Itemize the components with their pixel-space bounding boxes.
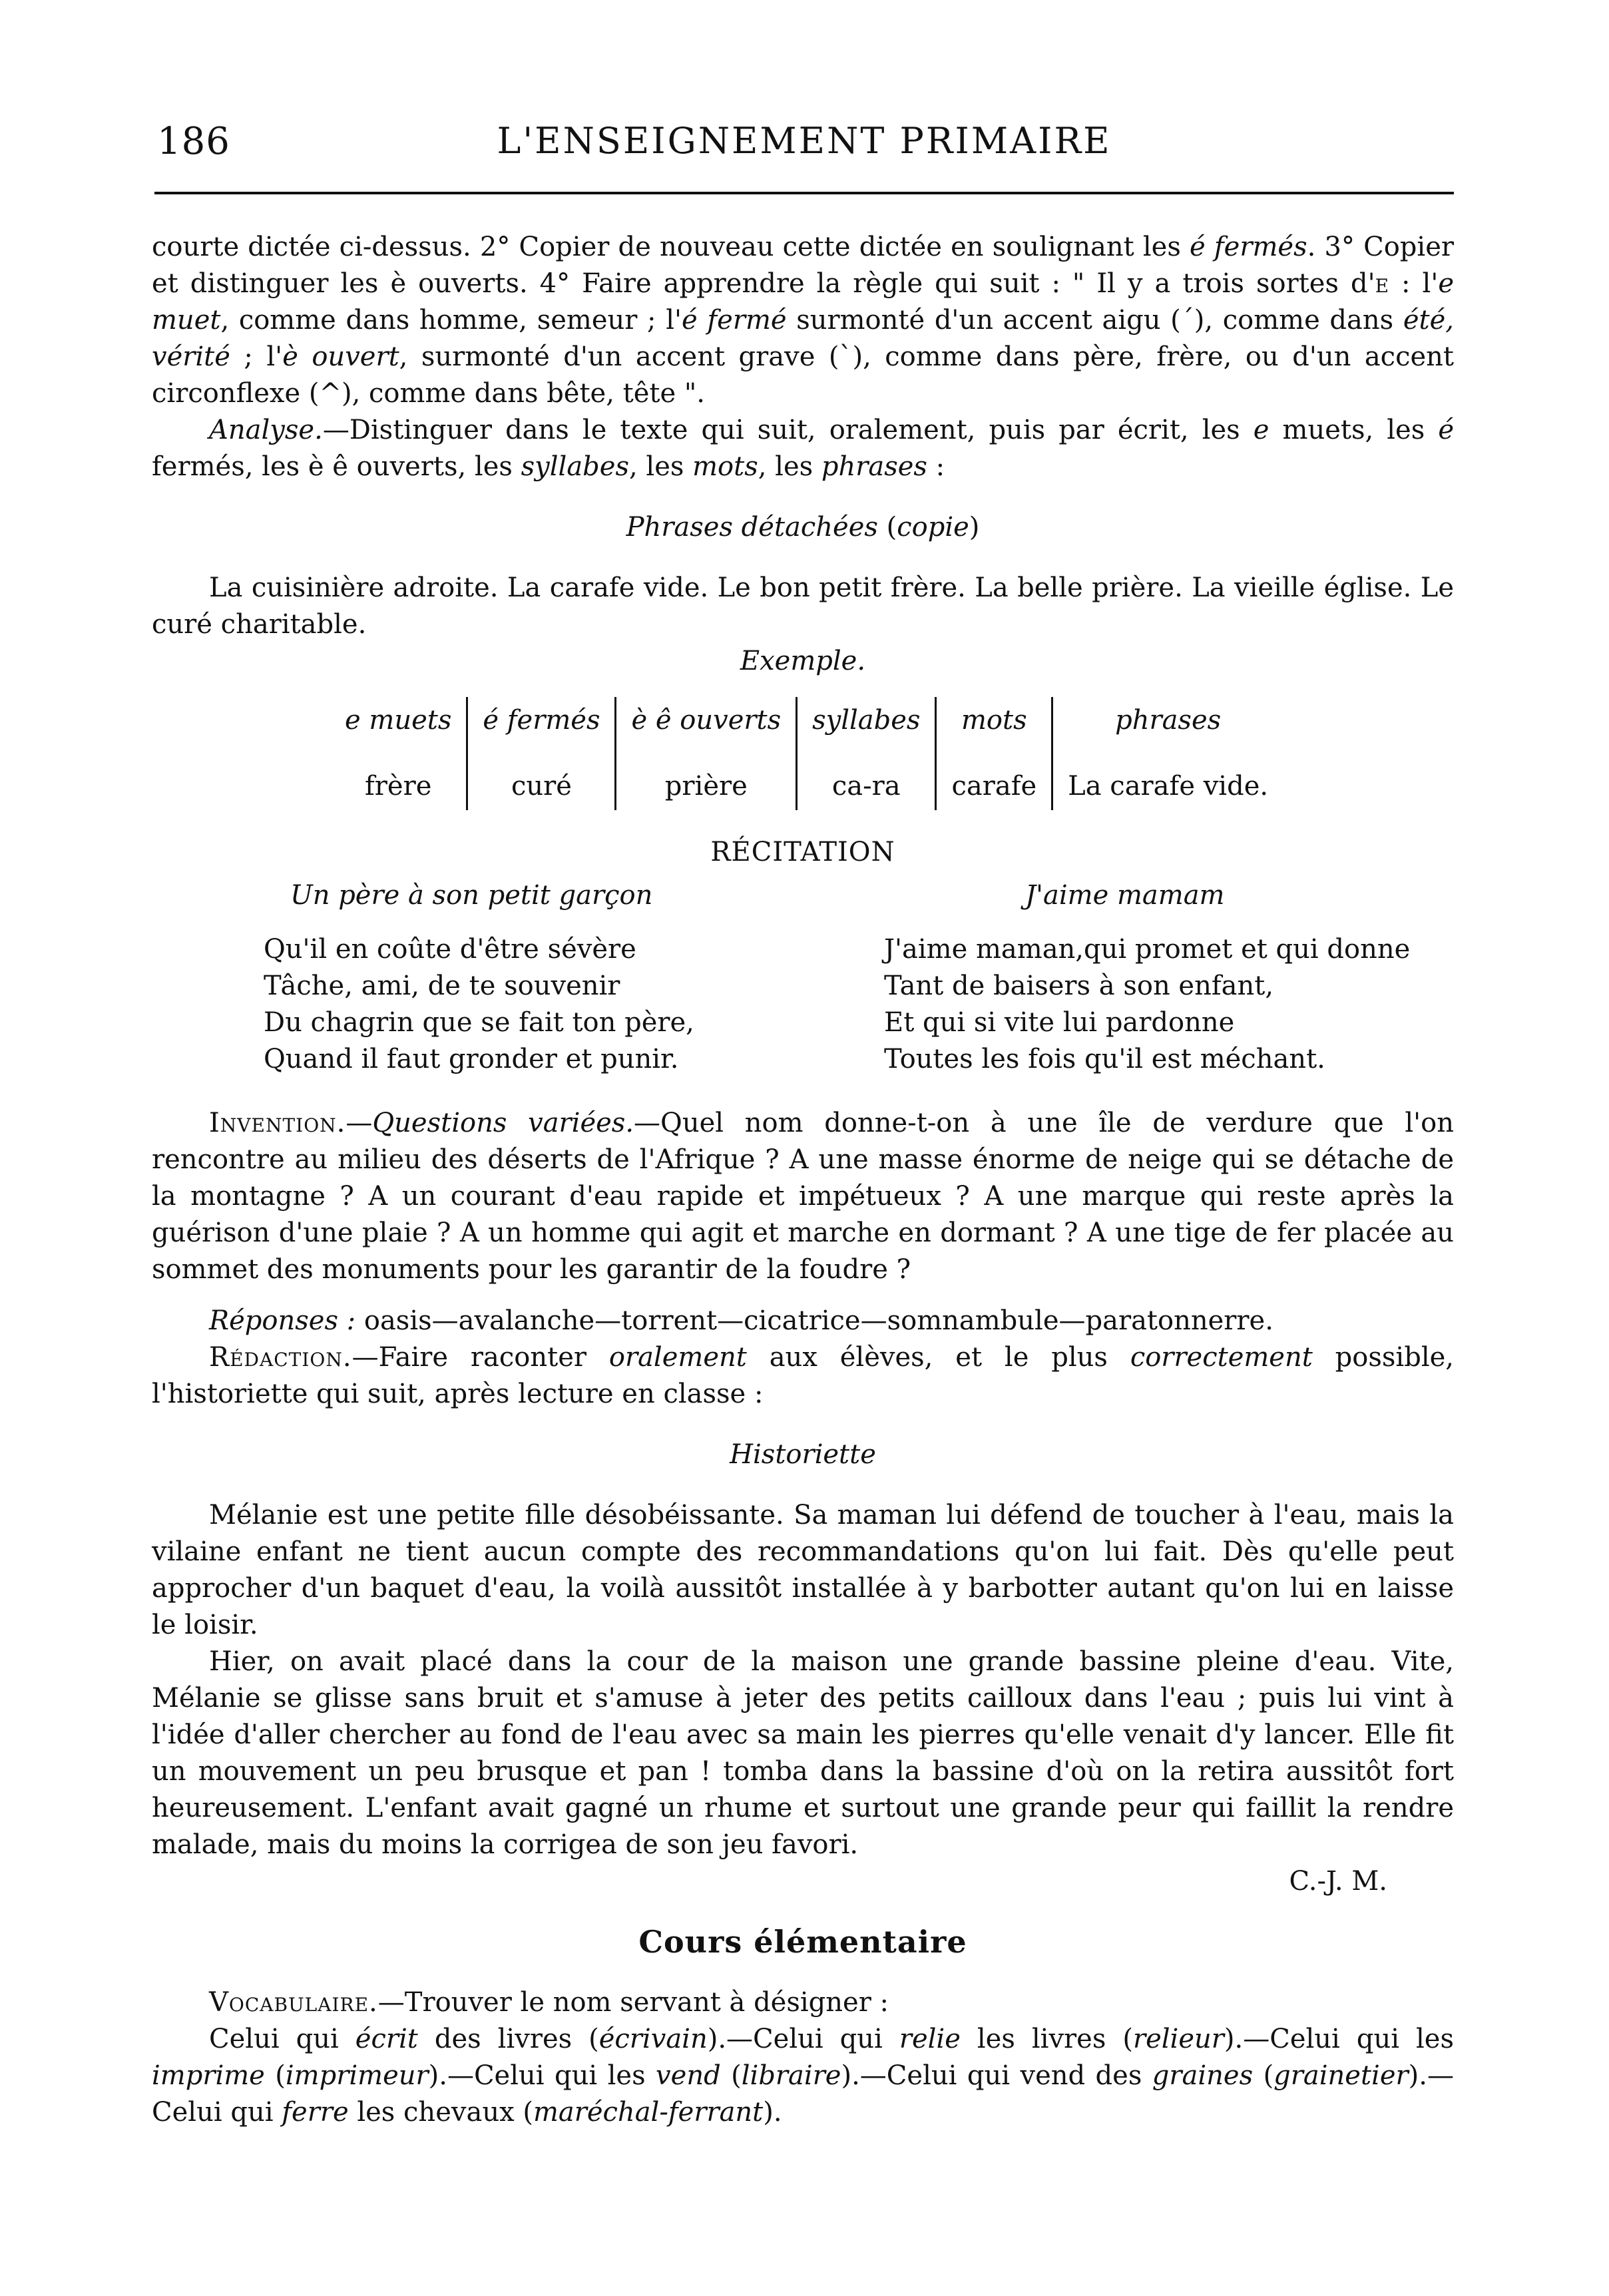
table-cell: carafe bbox=[936, 754, 1052, 810]
vocab-text: les chevaux ( bbox=[348, 2097, 533, 2128]
analyse-text: fermés, les è ê ouverts, les bbox=[152, 451, 521, 482]
analyse-paragraph bbox=[152, 412, 1454, 485]
intro-emphasis: e muet bbox=[152, 268, 1454, 336]
invention-paragraph bbox=[152, 1105, 1454, 1288]
table-header-cell: è ê ouverts bbox=[616, 697, 797, 754]
example-table bbox=[330, 697, 1283, 810]
vocab-text: ).—Celui qui vend des bbox=[841, 2060, 1152, 2091]
table-cell: prière bbox=[616, 754, 797, 810]
vocab-emphasis: relie bbox=[899, 2024, 961, 2054]
historiette-paragraph-2: Hier, on avait placé dans la cour de la maison une grande bassine pleine d'eau. Vite, Mélanie se glisse sans bruit et s'amuse à jeter des petits cailloux dans l'eau ; puis lui vint à l'idée d'aller chercher au fond de l'eau avec sa main les pierres qu'elle venait d'y lancer. Elle fit un mouvement un peu brusque et pan ! tomba dans la bassine d'où on la retira aussitôt fort heureusement. L'enfant avait gagné un rhume et surtout une grande peur qui faillit la rendre malade, mais du moins la corrigea de son jeu favori. bbox=[152, 1646, 1454, 1860]
intro-text: : l' bbox=[1389, 268, 1439, 299]
recitation-heading: RÉCITATION bbox=[710, 837, 895, 867]
vocab-emphasis: vend bbox=[656, 2060, 721, 2091]
poem-line: Toutes les fois qu'il est méchant. bbox=[884, 1044, 1325, 1074]
phrases-heading-title: Phrases détachées bbox=[626, 512, 878, 543]
vocab-text: des livres ( bbox=[417, 2024, 599, 2054]
table-cell: ca-ra bbox=[797, 754, 936, 810]
redaction-emphasis: oralement bbox=[608, 1342, 747, 1373]
vocab-text: ). bbox=[763, 2097, 782, 2128]
recitation-poems bbox=[152, 877, 1454, 1097]
table-header-cell: syllabes bbox=[797, 697, 936, 754]
vocab-text: ).—Celui qui les bbox=[428, 2060, 656, 2091]
table-cell: curé bbox=[467, 754, 616, 810]
invention-text: —Quel nom donne-t-on à une île de verdure que l'on rencontre au milieu des déserts de l'Afrique ? A une masse énorme de neige qui se détache de la montagne ? A un courant d'eau rapide et impétueux ? A une marque qui reste après la guérison d'une plaie ? A un homme qui agit et marche en dormant ? A une tige de fer placée au sommet des monuments pour les garantir de la foudre ? bbox=[152, 1108, 1455, 1285]
reponses-text: oasis—avalanche—torrent—cicatrice—somnambule—paratonnerre. bbox=[355, 1305, 1273, 1336]
intro-text: courte dictée ci-dessus. 2° Copier de nouveau cette dictée en soulignant les bbox=[152, 232, 1190, 262]
table-header-cell: mots bbox=[936, 697, 1052, 754]
intro-text: . 3° Copier et distinguer les è ouverts. 4° Faire apprendre la règle qui suit : " Il y a trois sortes d' bbox=[152, 232, 1454, 299]
example-table-row bbox=[330, 754, 1283, 810]
page-header bbox=[157, 120, 1451, 173]
invention-subtitle: Questions variées. bbox=[372, 1108, 634, 1138]
vocab-emphasis: grainetier bbox=[1273, 2060, 1409, 2091]
running-title: L'ENSEIGNEMENT PRIMAIRE bbox=[497, 120, 1112, 162]
vocab-text: les livres ( bbox=[960, 2024, 1133, 2054]
vocabulaire-exercise bbox=[152, 2021, 1454, 2131]
analyse-text: , les bbox=[628, 451, 693, 482]
poem-line: Tâche, ami, de te souvenir bbox=[264, 971, 620, 1001]
phrases-heading-copie: copie bbox=[897, 512, 969, 543]
historiette-title: Historiette bbox=[730, 1439, 876, 1470]
intro-emphasis: été, vérité bbox=[152, 305, 1454, 372]
analyse-text: : bbox=[927, 451, 945, 482]
vocab-emphasis: imprime bbox=[152, 2060, 265, 2091]
redaction-text: aux élèves, et le plus bbox=[746, 1342, 1130, 1373]
exemple-heading: Exemple. bbox=[740, 646, 866, 676]
vocab-emphasis: graines bbox=[1152, 2060, 1254, 2091]
vocab-text: ).—Celui qui bbox=[152, 2060, 1454, 2128]
page-number: 186 bbox=[157, 120, 230, 163]
intro-text: , comme dans homme, semeur ; l' bbox=[220, 305, 682, 336]
redaction-text: possible, l'historiette qui suit, après lecture en classe : bbox=[152, 1342, 1454, 1409]
analyse-text: , les bbox=[758, 451, 821, 482]
phrases-paragraph: La cuisinière adroite. La carafe vide. Le bon petit frère. La belle prière. La vieille église. Le curé charitable. bbox=[152, 573, 1454, 640]
phrases-heading-paren: ( bbox=[877, 512, 897, 543]
historiette-signature: C.-J. M. bbox=[1289, 1866, 1387, 1897]
poem-line: Tant de baisers à son enfant, bbox=[884, 971, 1274, 1001]
analyse-emphasis: e bbox=[1253, 415, 1269, 445]
cours-elementaire-title: Cours élémentaire bbox=[638, 1924, 967, 1960]
vocabulaire-label: Vocabulaire. bbox=[209, 1987, 378, 2018]
historiette-paragraph-1: Mélanie est une petite fille désobéissante. Sa maman lui défend de toucher à l'eau, mais la vilaine enfant ne tient aucun compte des recommandations qu'on lui fait. Dès qu'elle peut approcher d'un baquet d'eau, la voilà aussitôt installée à y barbotter autant qu'on lui en laisse le loisir. bbox=[152, 1500, 1454, 1640]
vocab-emphasis: écrivain bbox=[598, 2024, 708, 2054]
vocab-text: ).—Celui qui bbox=[707, 2024, 899, 2054]
phrases-heading-paren: ) bbox=[969, 512, 980, 543]
table-header-cell: phrases bbox=[1052, 697, 1283, 754]
poem-line: Et qui si vite lui pardonne bbox=[884, 1007, 1235, 1038]
redaction-label: Rédaction. bbox=[209, 1342, 352, 1373]
intro-emphasis: é fermés bbox=[1190, 232, 1307, 262]
vocab-text: ( bbox=[720, 2060, 742, 2091]
vocab-emphasis: écrit bbox=[355, 2024, 418, 2054]
reponses-paragraph bbox=[152, 1303, 1454, 1339]
vocab-emphasis: relieur bbox=[1132, 2024, 1224, 2054]
vocab-text: Celui qui bbox=[209, 2024, 355, 2054]
invention-dash: — bbox=[345, 1108, 373, 1138]
intro-paragraph bbox=[152, 229, 1454, 412]
page-body bbox=[152, 229, 1454, 2131]
table-header-cell: e muets bbox=[345, 705, 452, 736]
poem-line: Quand il faut gronder et punir. bbox=[264, 1044, 679, 1074]
vocab-emphasis: imprimeur bbox=[285, 2060, 429, 2091]
vocab-emphasis: maréchal-ferrant bbox=[533, 2097, 764, 2128]
vocabulaire-paragraph bbox=[152, 1984, 1454, 2021]
analyse-text: —Distinguer dans le texte qui suit, oralement, puis par écrit, les bbox=[322, 415, 1254, 445]
vocab-text: ).—Celui qui les bbox=[1224, 2024, 1454, 2054]
analyse-emphasis: syllabes bbox=[521, 451, 629, 482]
example-table-header-row bbox=[330, 697, 1283, 754]
analyse-emphasis: phrases bbox=[821, 451, 927, 482]
header-rule bbox=[154, 192, 1454, 194]
vocab-text: ( bbox=[1253, 2060, 1274, 2091]
analyse-text: muets, les bbox=[1269, 415, 1439, 445]
vocab-emphasis: libraire bbox=[741, 2060, 841, 2091]
redaction-emphasis: correctement bbox=[1130, 1342, 1313, 1373]
vocab-text: ( bbox=[264, 2060, 286, 2091]
analyse-emphasis: mots bbox=[692, 451, 758, 482]
phrases-heading bbox=[152, 509, 1454, 546]
table-header-cell: é fermés bbox=[467, 697, 616, 754]
redaction-text: —Faire raconter bbox=[351, 1342, 609, 1373]
poem-left bbox=[264, 877, 694, 1078]
redaction-paragraph bbox=[152, 1339, 1454, 1413]
table-cell: frère bbox=[364, 771, 432, 802]
poem-line: J'aime maman,qui promet et qui donne bbox=[884, 934, 1411, 965]
intro-emphasis: e bbox=[1375, 268, 1390, 299]
table-cell: La carafe vide. bbox=[1052, 754, 1283, 810]
invention-label: Invention. bbox=[209, 1108, 346, 1138]
intro-text: , surmonté d'un accent grave (`), comme dans père, frère, ou d'un accent circonflexe (^), comme dans bête, tête ". bbox=[152, 342, 1454, 409]
poem-line: Qu'il en coûte d'être sévère bbox=[264, 934, 636, 965]
poem-line: Du chagrin que se fait ton père, bbox=[264, 1007, 694, 1038]
poem-left-title: Un père à son petit garçon bbox=[290, 880, 653, 911]
intro-text: surmonté d'un accent aigu (´), comme dans bbox=[786, 305, 1403, 336]
poem-right-title: J'aime mamam bbox=[1025, 880, 1225, 911]
analyse-label: Analyse. bbox=[209, 415, 323, 445]
analyse-emphasis: é bbox=[1438, 415, 1454, 445]
intro-emphasis: è ouvert bbox=[282, 342, 399, 372]
reponses-label: Réponses : bbox=[209, 1305, 356, 1336]
poem-right bbox=[884, 877, 1410, 1078]
vocab-emphasis: ferre bbox=[282, 2097, 349, 2128]
vocabulaire-text: —Trouver le nom servant à désigner : bbox=[377, 1987, 889, 2018]
intro-emphasis: é fermé bbox=[682, 305, 787, 336]
intro-text: ; l' bbox=[230, 342, 283, 372]
